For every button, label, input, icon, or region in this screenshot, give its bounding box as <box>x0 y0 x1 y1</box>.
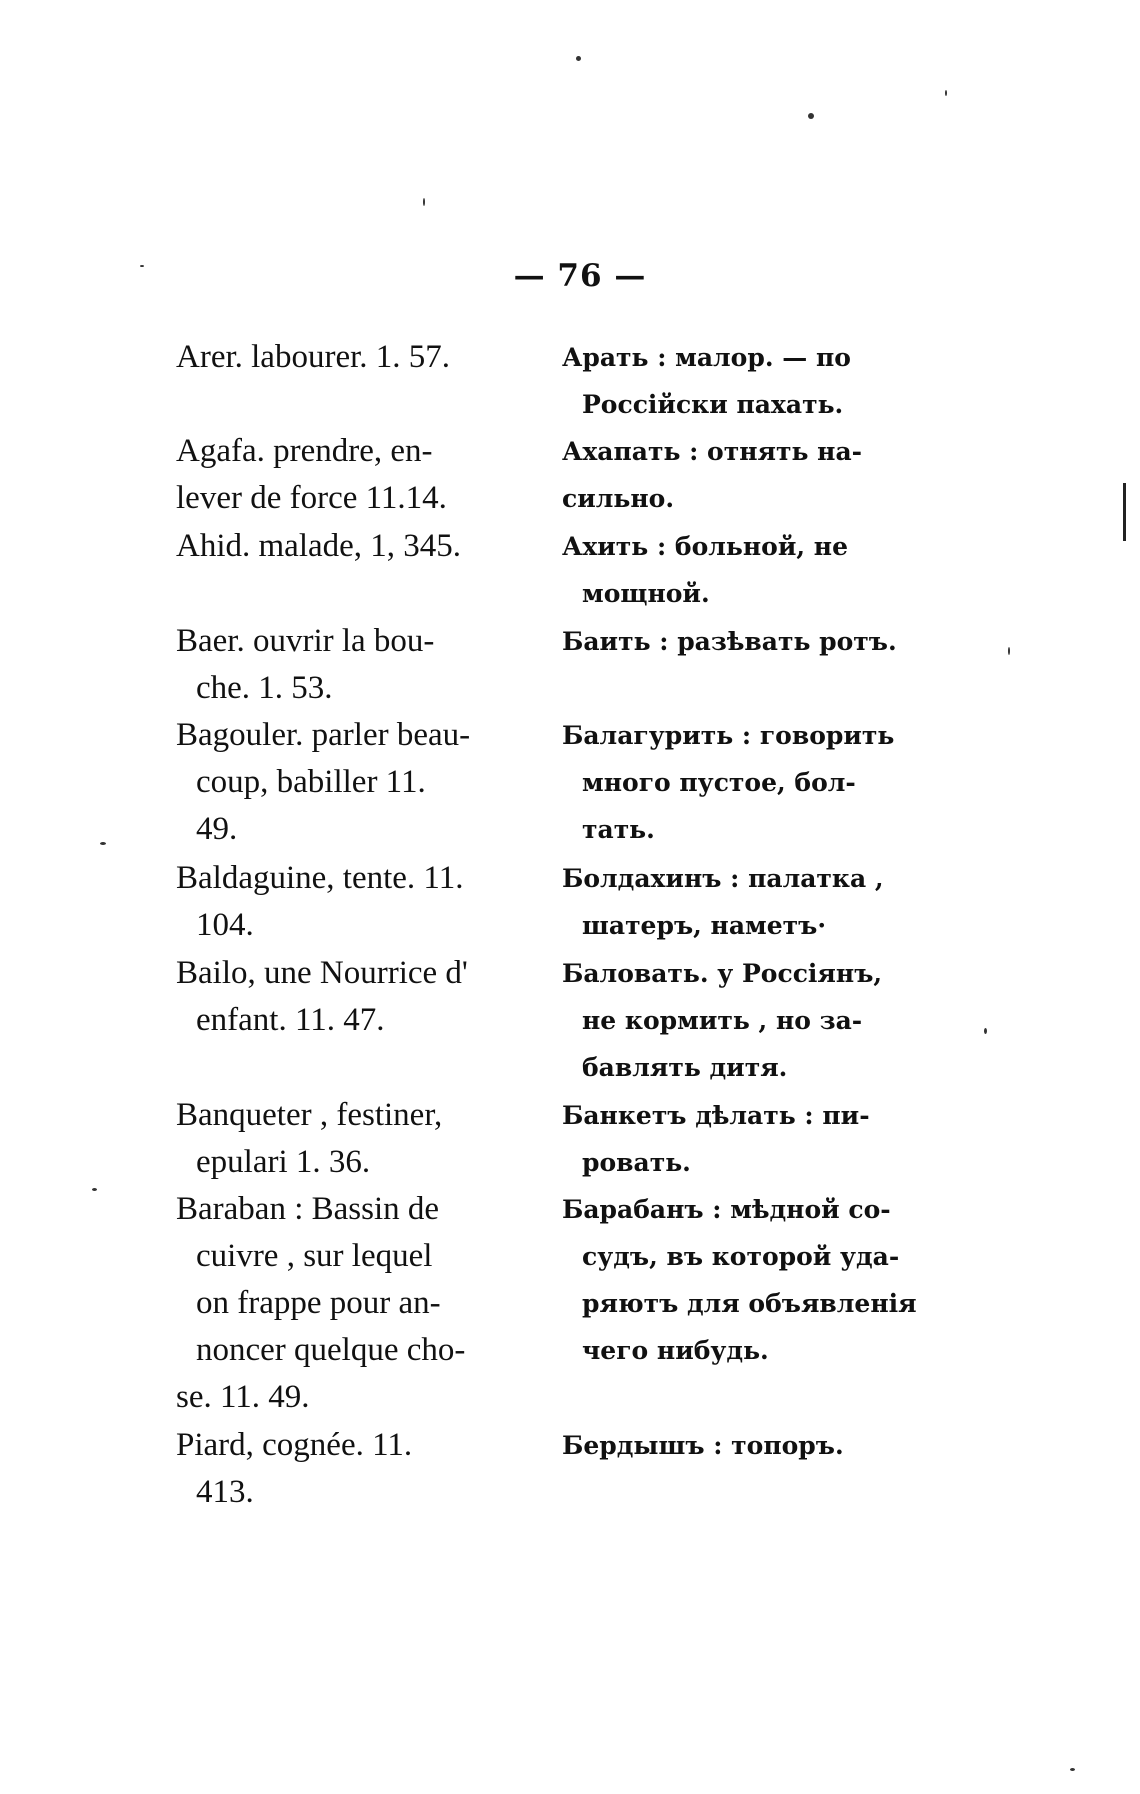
french-line: Bailo, une Nourrice d' <box>176 955 468 991</box>
french-line: Piard, cognée. 11. <box>176 1427 413 1463</box>
entry-french <box>176 855 524 949</box>
entry-french <box>176 428 524 522</box>
french-line: epulari 1. 36. <box>196 1144 371 1180</box>
russian-line: тать. <box>582 815 655 844</box>
entry-french <box>176 334 524 381</box>
russian-line: Баловать. у Россіянъ, <box>562 959 883 988</box>
scan-speck <box>100 842 106 845</box>
russian-line: Болдахинъ : палатка , <box>562 864 884 893</box>
russian-line: Баить : разѣвать ротъ. <box>562 627 897 656</box>
entry-russian <box>562 1422 914 1469</box>
entry-french <box>176 1186 524 1421</box>
scan-speck <box>1070 1768 1075 1771</box>
french-line: se. 11. 49. <box>176 1379 310 1415</box>
entry-russian <box>562 1186 917 1374</box>
russian-line: Россійски пахать. <box>582 390 844 419</box>
scan-speck <box>1008 647 1010 655</box>
russian-line: Бердышъ : топоръ. <box>562 1431 844 1460</box>
french-line: Agafa. prendre, en- <box>176 433 433 469</box>
russian-line: Банкетъ дѣлать : пи- <box>562 1101 870 1130</box>
french-line: che. 1. 53. <box>196 670 333 706</box>
scan-speck <box>423 198 425 206</box>
entry-russian <box>562 618 914 665</box>
russian-line: ровать. <box>582 1148 691 1177</box>
entry-russian <box>562 712 914 853</box>
french-line: enfant. 11. 47. <box>196 1002 385 1038</box>
entry-french <box>176 1092 524 1186</box>
french-line: cuivre , sur lequel <box>196 1238 433 1274</box>
russian-line: чего нибудь. <box>582 1336 769 1365</box>
french-line: on frappe pour an- <box>196 1285 441 1321</box>
french-line: Baldaguine, tente. 11. <box>176 860 464 896</box>
french-line: 49. <box>196 811 238 847</box>
russian-line: не кормить , но за- <box>582 1006 863 1035</box>
russian-line: шатеръ, наметъ· <box>582 911 827 940</box>
russian-line: мощной. <box>582 579 710 608</box>
french-line: Arer. labourer. 1. 57. <box>176 339 451 375</box>
scan-edge-mark <box>1123 483 1126 541</box>
entry-russian <box>562 523 914 617</box>
russian-line: ряютъ для объявленія <box>582 1289 917 1318</box>
entry-french <box>176 950 524 1044</box>
scan-speck <box>92 1188 97 1191</box>
russian-line: бавлять дитя. <box>582 1053 788 1082</box>
russian-line: Арать : малор. — по <box>562 343 851 372</box>
french-line: Baraban : Bassin de <box>176 1191 440 1227</box>
french-line: Ahid. malade, 1, 345. <box>176 528 462 564</box>
scan-speck <box>140 265 144 267</box>
entry-french <box>176 1422 524 1516</box>
french-line: 413. <box>196 1474 254 1510</box>
entry-russian <box>562 855 914 949</box>
scan-speck <box>808 113 814 119</box>
russian-line: сильно. <box>562 484 675 513</box>
russian-line: Ахапать : отнять на- <box>562 437 863 466</box>
russian-line: много пустое, бол- <box>582 768 856 797</box>
scan-speck <box>984 1028 987 1034</box>
french-line: noncer quelque cho- <box>196 1332 466 1368</box>
russian-line: Ахить : больной, не <box>562 532 848 561</box>
french-line: Baer. ouvrir la bou- <box>176 623 435 659</box>
entry-russian <box>562 950 914 1091</box>
russian-line: судъ, въ которой уда- <box>582 1242 900 1271</box>
entry-french <box>176 712 524 853</box>
entry-french <box>176 523 524 570</box>
french-line: Banqueter , festiner, <box>176 1097 443 1133</box>
entry-russian <box>562 428 914 522</box>
entry-russian <box>562 1092 914 1186</box>
page-number: — 76 — <box>513 258 647 294</box>
french-line: 104. <box>196 907 254 943</box>
entry-russian <box>562 334 914 428</box>
french-line: coup, babiller 11. <box>196 764 426 800</box>
entry-french <box>176 618 524 712</box>
french-line: lever de force 11.14. <box>176 480 447 516</box>
russian-line: Барабанъ : мѣдной со- <box>562 1195 891 1224</box>
scan-speck <box>576 56 581 61</box>
scan-speck <box>945 90 947 96</box>
russian-line: Балагурить : говорить <box>562 721 895 750</box>
french-line: Bagouler. parler beau- <box>176 717 471 753</box>
